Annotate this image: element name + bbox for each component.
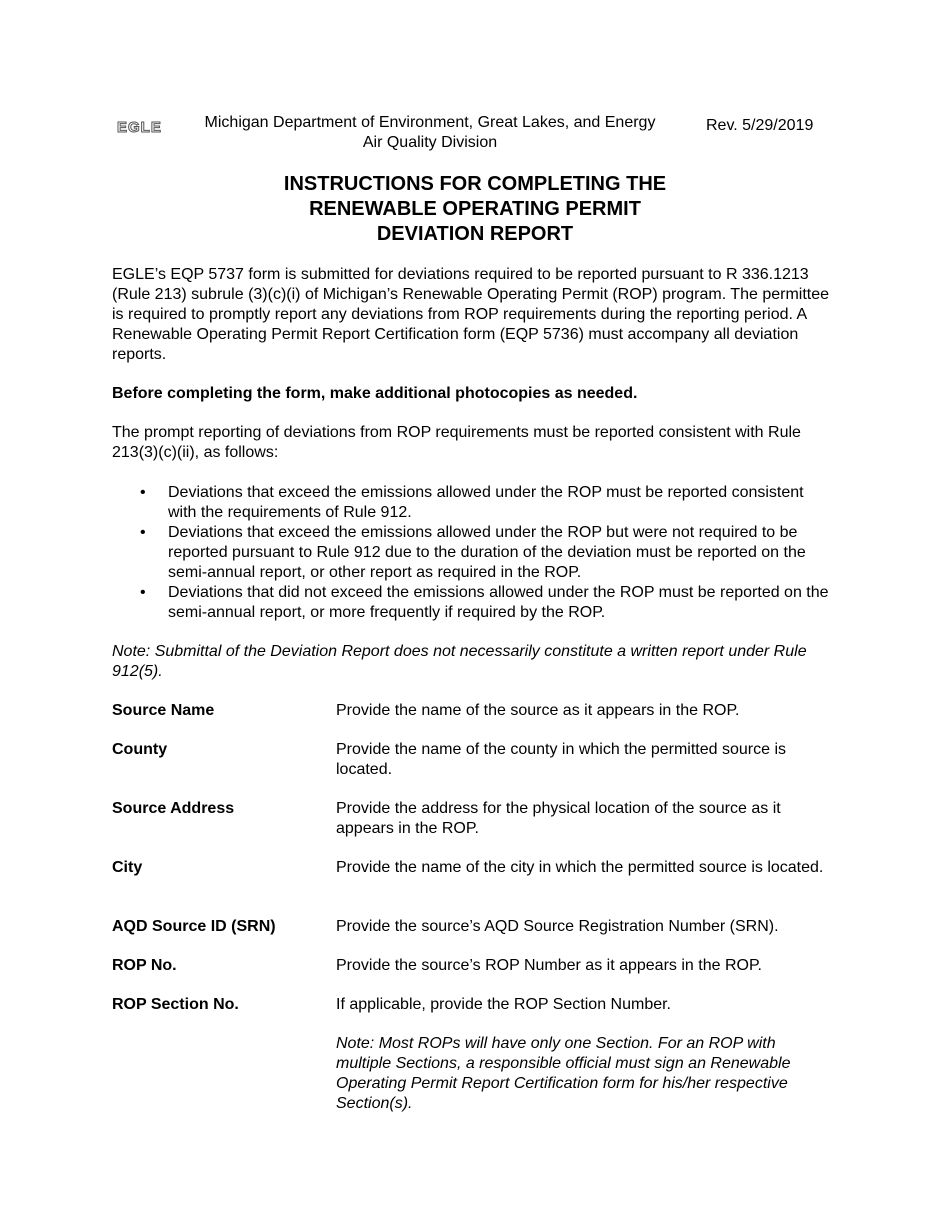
field-description: Provide the name of the county in which the permitted source is located. [336, 741, 787, 778]
field-description: If applicable, provide the ROP Section Number. [336, 996, 671, 1013]
bullet-text: Deviations that exceed the emissions allowed under the ROP must be reported consistent with the requirements of Rule 912. [168, 484, 804, 521]
bullet-icon: • [140, 484, 146, 501]
field-description: Provide the name of the source as it appears in the ROP. [336, 702, 740, 719]
deviation-bullet-list [112, 483, 832, 623]
field-label: City [112, 859, 143, 876]
bullet-icon: • [140, 524, 146, 541]
field-description: Provide the name of the city in which the permitted source is located. [336, 859, 824, 876]
field-label: ROP Section No. [112, 996, 239, 1013]
intro-paragraph: EGLE’s EQP 5737 form is submitted for deviations required to be reported pursuant to R 336.1213 (Rule 213) subrule (3)(c)(i) of Michigan’s Renewable Operating Permit (ROP) program. The permittee is required to promptly report any deviations from ROP requirements during the reporting period. A Renewable Operating Permit Report Certification form (EQP 5736) must accompany all deviation reports. [112, 266, 830, 363]
field-label: ROP No. [112, 957, 177, 974]
title-line-1: INSTRUCTIONS FOR COMPLETING THE [283, 173, 667, 195]
bullet-icon: • [140, 584, 146, 601]
field-label: AQD Source ID (SRN) [112, 918, 276, 935]
list-item [112, 523, 832, 583]
bullet-text: Deviations that did not exceed the emissions allowed under the ROP must be reported on the semi-annual report, or more frequently if required by the ROP. [168, 584, 829, 621]
page-title [112, 172, 838, 247]
field-label: County [112, 741, 168, 758]
division-name: Air Quality Division [362, 134, 498, 151]
department-header [175, 113, 685, 153]
prompt-reporting-paragraph: The prompt reporting of deviations from ROP requirements must be reported consistent with Rule 213(3)(c)(ii), as follows: [112, 424, 801, 461]
field-label: Source Name [112, 702, 215, 719]
bullet-text: Deviations that exceed the emissions allowed under the ROP but were not required to be reported pursuant to Rule 912 due to the duration of the deviation must be reported on the semi-annual report, or other report as required in the ROP. [168, 524, 806, 581]
field-label: Source Address [112, 800, 235, 817]
field-description: Provide the address for the physical location of the source as it appears in the ROP. [336, 800, 781, 837]
section-note: Note: Most ROPs will have only one Section. For an ROP with multiple Sections, a responsible official must sign an Renewable Operating Permit Report Certification form for his/her respective Section(s). [336, 1035, 791, 1112]
submittal-note: Note: Submittal of the Deviation Report does not necessarily constitute a written report under Rule 912(5). [112, 643, 807, 680]
list-item [112, 583, 832, 623]
revision-date: Rev. 5/29/2019 [706, 117, 814, 134]
egle-logo: EGLE [117, 119, 162, 136]
field-description: Provide the source’s ROP Number as it appears in the ROP. [336, 957, 762, 974]
field-description: Provide the source’s AQD Source Registration Number (SRN). [336, 918, 779, 935]
photocopy-note: Before completing the form, make additional photocopies as needed. [112, 385, 638, 402]
department-name: Michigan Department of Environment, Great Lakes, and Energy [204, 114, 656, 131]
list-item [112, 483, 832, 523]
title-line-2: RENEWABLE OPERATING PERMIT [309, 198, 641, 220]
title-line-3: DEVIATION REPORT [376, 223, 574, 245]
